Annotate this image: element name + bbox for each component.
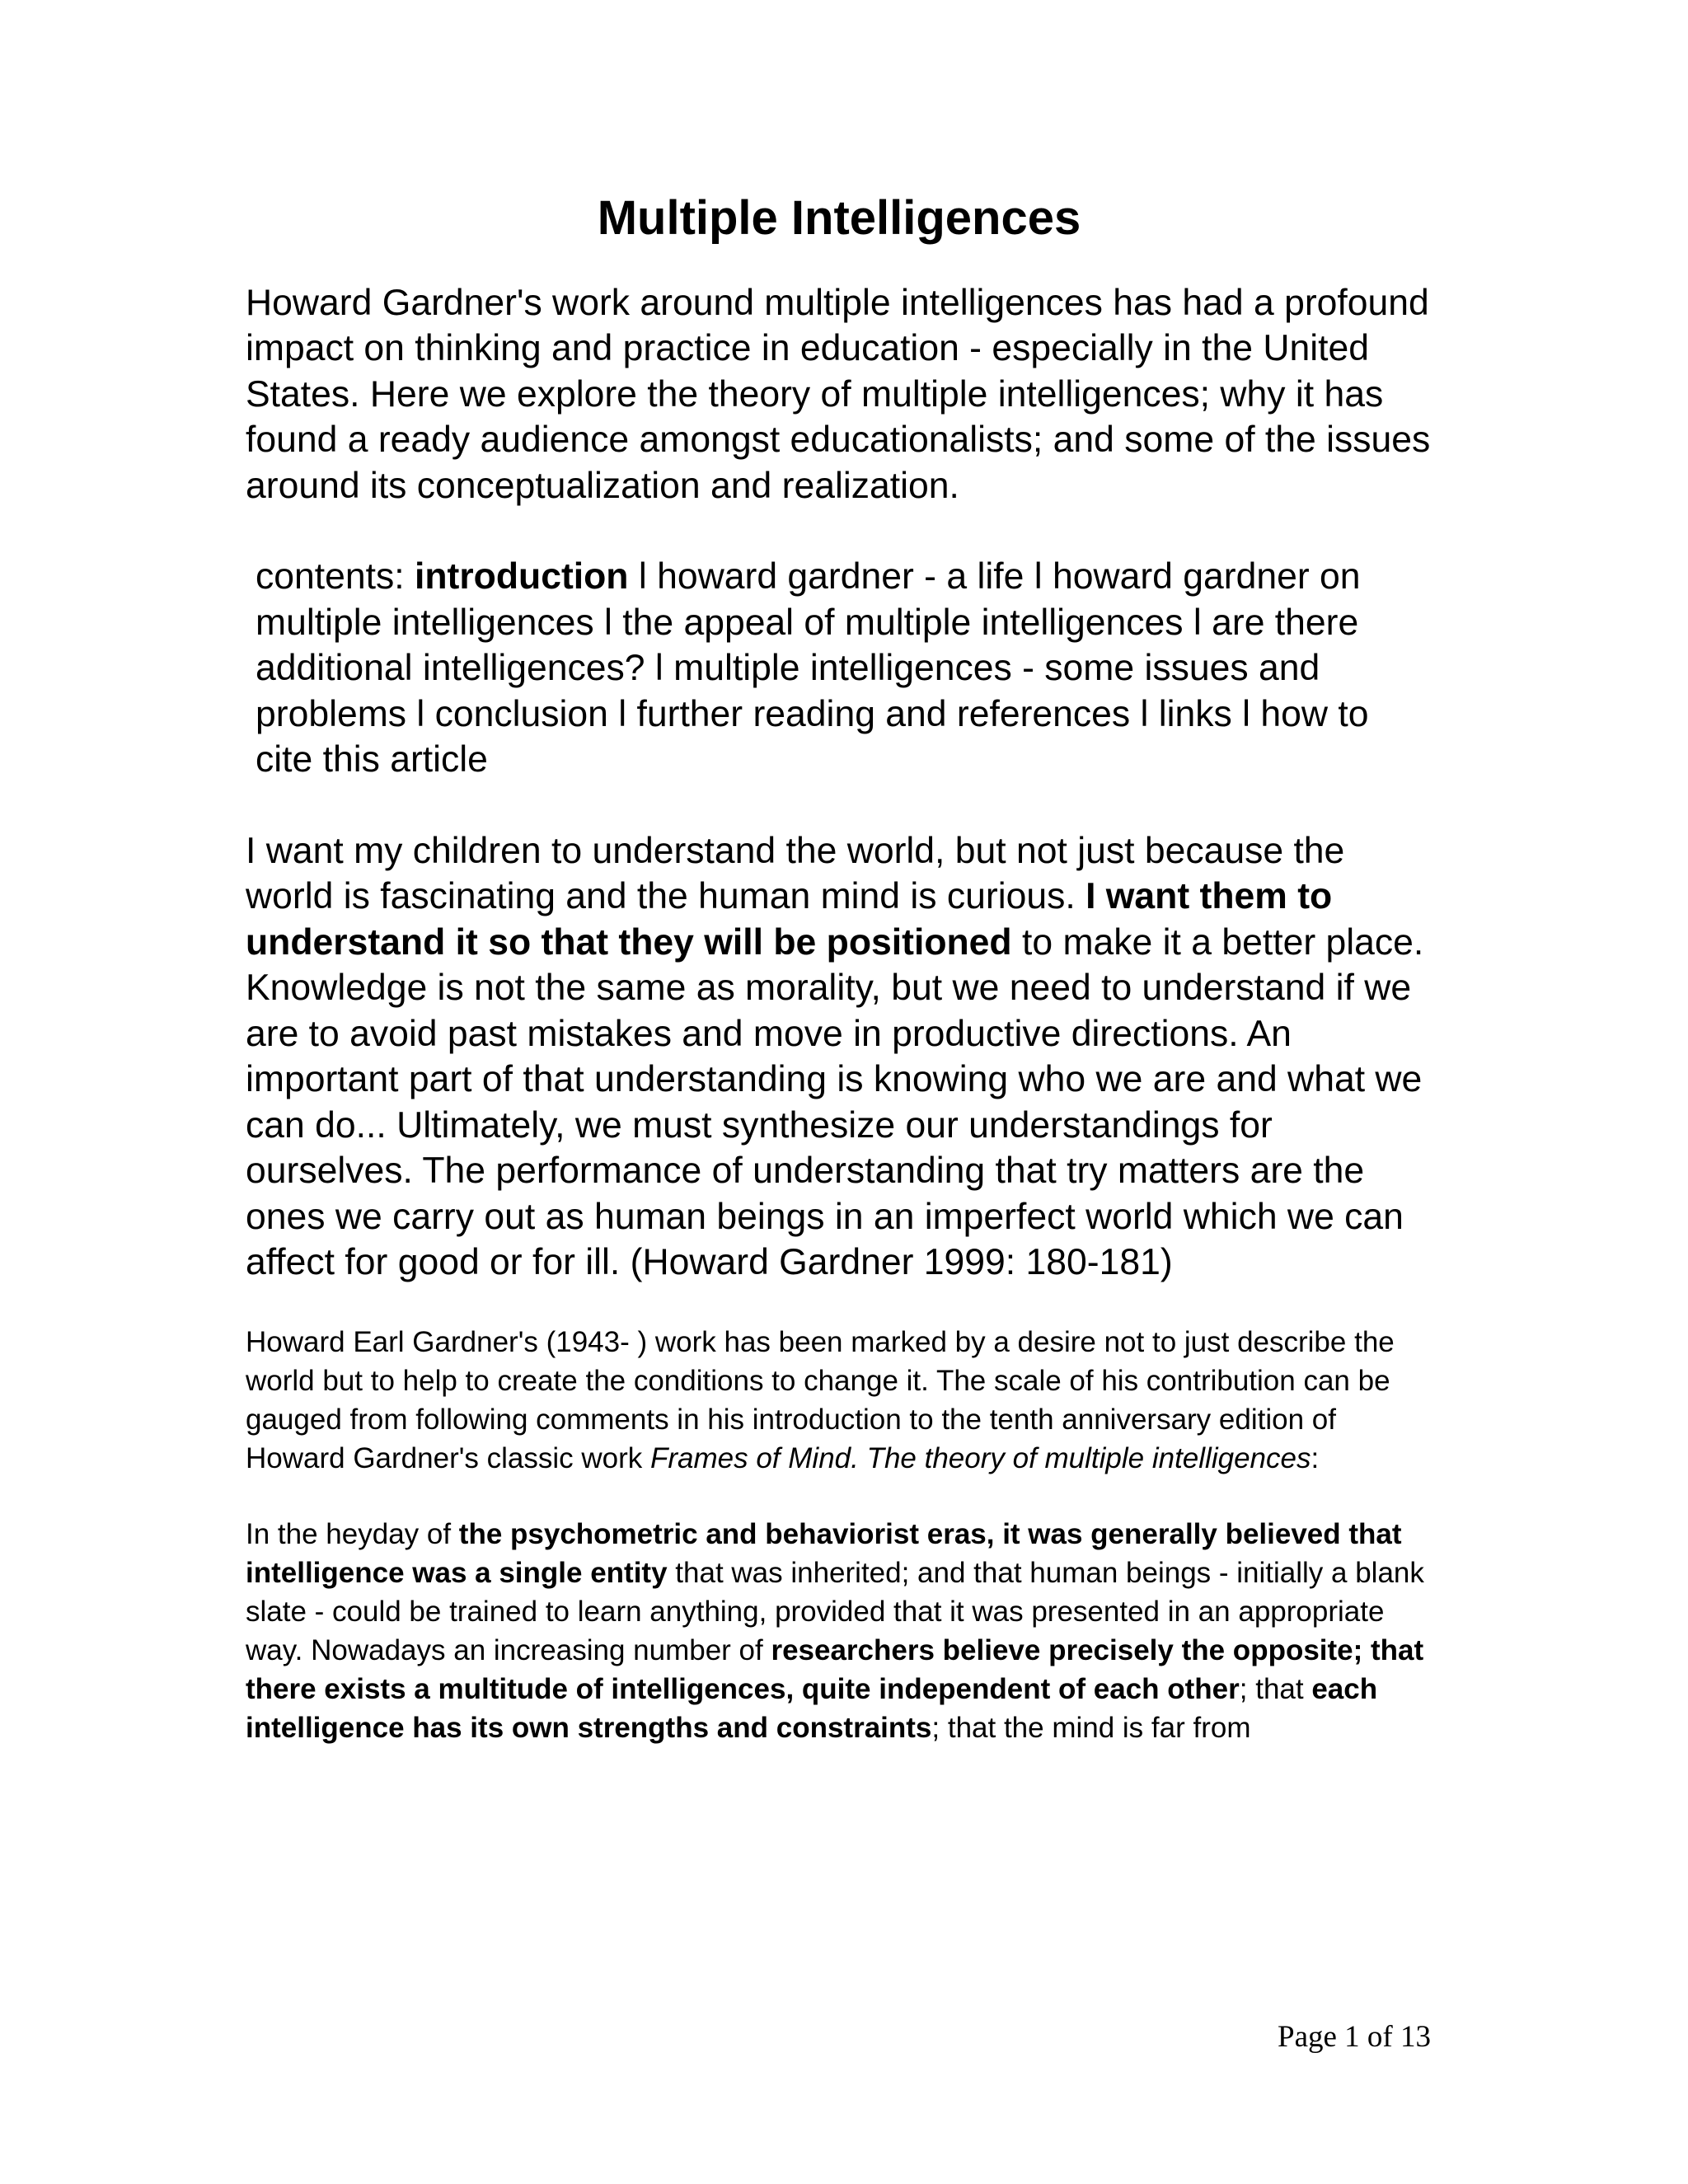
heyday-paragraph [246, 1515, 1432, 1747]
intro-paragraph: Howard Gardner's work around multiple intelligences has had a profound impact on thinking and practice in education - especially in the United States. Here we explore the theory of multiple intelligences; why it has found a ready audience amongst educationalists; and some of the issues around its conceptualization and realization. [246, 282, 1431, 506]
contents-label: contents: [256, 556, 405, 598]
heyday-bold-1: the psychometric and behaviorist eras, it was generally believed that intelligence was a single entity [246, 1517, 1402, 1589]
contents-line [246, 554, 1432, 783]
contents-links[interactable]: l howard gardner - a life l howard gardner on multiple intelligences l the appeal of multiple intelligences l are there additional intelligences? l multiple intelligences - some issues and problems l conclusion l further reading and references l links l how to cite this article [256, 556, 1369, 780]
contents-current-section: introduction [414, 556, 629, 598]
page-content [246, 190, 1432, 1747]
page-title: Multiple Intelligences [597, 191, 1081, 245]
bio-end: : [1311, 1441, 1320, 1474]
heyday-bold-3: each intelligence has its own strengths and constraints [246, 1672, 1378, 1744]
heyday-text-3: ; that [1239, 1672, 1312, 1705]
bio-paragraph [246, 1323, 1432, 1478]
heyday-text-1: In the heyday of [246, 1517, 459, 1550]
book-title: Frames of Mind. The theory of multiple intelligences [650, 1441, 1311, 1474]
heyday-text-4: ; that the mind is far from [931, 1711, 1251, 1744]
quote-paragraph [246, 828, 1432, 1286]
quote-text-2: to make it a better place. Knowledge is not the same as morality, but we need to understand if we are to avoid past mistakes and move in productive directions. An important part of that understanding is knowing who we are and what we can do... Ultimately, we must synthesize our understandings for ourselves. The performance of understanding that try matters are the ones we carry out as human beings in an imperfect world which we can affect for good or for ill. (Howard Gardner 1999: 180-181) [246, 921, 1424, 1283]
heyday-bold-2: researchers believe precisely the opposite; that there exists a multitude of intelligences, quite independent of each other [246, 1633, 1424, 1705]
quote-bold-1: I want them to understand it so that they will be positioned [246, 876, 1333, 963]
heyday-text-2: that was inherited; and that human beings - initially a blank slate - could be trained to learn anything, provided that it was presented in an appropriate way. Nowadays an increasing number of [246, 1556, 1424, 1666]
bio-text: Howard Earl Gardner's (1943- ) work has been marked by a desire not to just describe the world but to help to create the conditions to change it. The scale of his contribution can be gauged from following comments in his introduction to the tenth anniversary edition of Howard Gardner's classic work [246, 1325, 1395, 1474]
quote-text-1: I want my children to understand the world, but not just because the world is fascinating and the human mind is curious. [246, 830, 1345, 917]
page-number: Page 1 of 13 [1278, 2020, 1431, 2054]
